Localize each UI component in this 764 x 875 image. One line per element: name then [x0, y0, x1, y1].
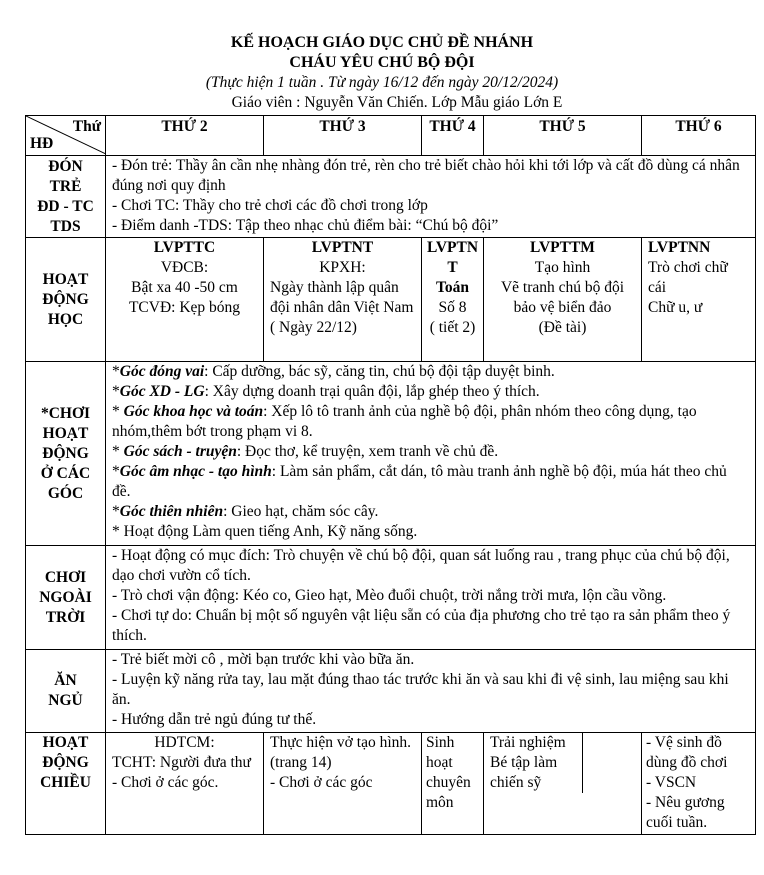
row-choi-ngoai-troi: [26, 546, 756, 650]
row-hoat-dong-chieu: [26, 733, 756, 835]
row-don-tre: [26, 156, 756, 238]
list-item: *Góc XD - LG: Xây dựng doanh trại quân đội, lắp ghép theo ý thích.: [112, 383, 540, 400]
list-item: - Đón trẻ: Thầy ân cần nhẹ nhàng đón trẻ, rèn cho trẻ biết chào hỏi khi tới lớp và cất đồ dùng cá nhân đúng nơi quy định: [112, 157, 740, 194]
plan-teacher: Giáo viên : Nguyễn Văn Chiến. Lớp Mẫu giáo Lớn E: [231, 94, 563, 111]
table-header-row: [26, 116, 756, 156]
hdh-wed: LVPTN T Toán Số 8 ( tiết 2): [422, 238, 484, 362]
chieu-tue: Thực hiện vở tạo hình. (trang 14) - Chơi ở các góc: [264, 733, 422, 835]
chieu-split-divider: [582, 733, 641, 793]
row-label-hoat-dong-hoc: HOẠT ĐỘNG HỌC: [26, 238, 106, 362]
chieu-thu: [484, 733, 642, 835]
hdh-thu: LVPTTM Tạo hình Vẽ tranh chú bộ đội bảo vệ biển đảo (Đề tài): [484, 238, 642, 362]
chieu-fri: - Vệ sinh đồ dùng đồ chơi - VSCN - Nêu gương cuối tuần.: [642, 733, 756, 835]
row-label-choi-ngoai-troi: CHƠI NGOÀI TRỜI: [26, 546, 106, 650]
list-item: - Hoạt động có mục đích: Trò chuyện về chú bộ đội, quan sát luống rau , trang phục của chú bộ đội, dạo chơi vườn cổ tích.: [112, 547, 730, 584]
row-choi-goc: [26, 362, 756, 546]
list-item: *Góc âm nhạc - tạo hình: Làm sản phẩm, cắt dán, tô màu tranh ảnh nghề bộ đội, múa hát theo chủ đề.: [112, 463, 727, 500]
row-label-don-tre: ĐÓN TRẺ ĐD - TC TDS: [26, 156, 106, 238]
row-label-hoat-dong-chieu: HOẠT ĐỘNG CHIỀU: [26, 733, 106, 835]
list-item: - Trẻ biết mời cô , mời bạn trước khi vào bữa ăn.: [112, 651, 415, 668]
list-item: *Góc thiên nhiên: Gieo hạt, chăm sóc cây.: [112, 503, 379, 520]
choi-ngoai-troi-content: [106, 546, 756, 650]
choi-goc-content: [106, 362, 756, 546]
don-tre-content: [106, 156, 756, 238]
list-item: - Điểm danh -TDS: Tập theo nhạc chủ điểm bài: “Chú bộ đội”: [112, 217, 499, 234]
row-label-choi-goc: *CHƠI HOẠT ĐỘNG Ở CÁC GÓC: [26, 362, 106, 546]
plan-subtitle: CHÁU YÊU CHÚ BỘ ĐỘI: [289, 54, 475, 71]
day-header-tue: THỨ 3: [264, 116, 422, 156]
chieu-wed: Sinh hoạt chuyên môn: [422, 733, 484, 835]
hdh-fri: LVPTNN Trò chơi chữ cái Chữ u, ư: [642, 238, 756, 362]
list-item: * Hoạt động Làm quen tiếng Anh, Kỹ năng sống.: [112, 523, 418, 540]
list-item: - Chơi TC: Thầy cho trẻ chơi các đồ chơi trong lớp: [112, 197, 428, 214]
chieu-thu-split: Trải nghiệm Bé tập làm chiến sỹ: [490, 733, 641, 793]
list-item: * Góc khoa học và toán: Xếp lô tô tranh ảnh của nghề bộ đội, phân nhóm theo công dụng, tạo nhóm,thêm bớt trong phạm vi 8.: [112, 403, 697, 440]
corner-activity-label: HĐ: [30, 135, 54, 152]
hdh-tue: LVPTNT KPXH: Ngày thành lập quân đội nhân dân Việt Nam ( Ngày 22/12): [264, 238, 422, 362]
day-header-mon: THỨ 2: [106, 116, 264, 156]
plan-title: KẾ HOẠCH GIÁO DỤC CHỦ ĐỀ NHÁNH: [230, 34, 534, 51]
day-header-fri: THỨ 6: [642, 116, 756, 156]
list-item: - Luyện kỹ năng rửa tay, lau mặt đúng thao tác trước khi ăn và sau khi đi vệ sinh, lau miệng sau khi ăn.: [112, 671, 729, 708]
plan-period: (Thực hiện 1 tuần . Từ ngày 16/12 đến ngày 20/12/2024): [205, 74, 559, 91]
hdh-mon: LVPTTC VĐCB: Bật xa 40 -50 cm TCVĐ: Kẹp bóng: [106, 238, 264, 362]
day-header-wed: THỨ 4: [422, 116, 484, 156]
list-item: - Chơi tự do: Chuẩn bị một số nguyên vật liệu sẵn có của địa phương cho trẻ tạo ra sản phẩm theo ý thích.: [112, 607, 731, 644]
day-header-thu: THỨ 5: [484, 116, 642, 156]
corner-day-label: Thứ: [72, 118, 101, 135]
table-corner-cell: [26, 116, 106, 156]
an-ngu-content: [106, 650, 756, 733]
list-item: - Trò chơi vận động: Kéo co, Gieo hạt, Mèo đuổi chuột, trời nắng trời mưa, lộn cầu vồng.: [112, 587, 667, 604]
row-label-an-ngu: ĂN NGỦ: [26, 650, 106, 733]
row-an-ngu: [26, 650, 756, 733]
list-item: * Góc sách - truyện: Đọc thơ, kể truyện, xem tranh về chủ đề.: [112, 443, 499, 460]
list-item: *Góc đóng vai: Cấp dưỡng, bác sỹ, căng tin, chú bộ đội tập duyệt binh.: [112, 363, 555, 380]
chieu-mon: HDTCM: TCHT: Người đưa thư - Chơi ở các góc.: [106, 733, 264, 835]
row-hoat-dong-hoc: [26, 238, 756, 362]
list-item: - Hướng dẫn trẻ ngủ đúng tư thế.: [112, 711, 317, 728]
weekly-plan-table: [25, 115, 756, 835]
